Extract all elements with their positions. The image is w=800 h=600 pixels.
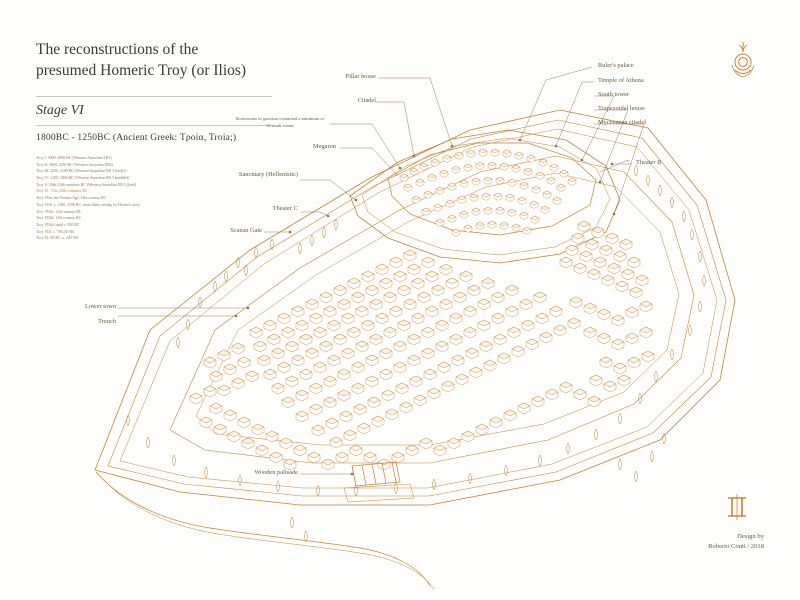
chronology-item: Troy VIIa: late Bronze Age, 14th century BC xyxy=(36,196,107,201)
callout-citadel: Citadel xyxy=(357,97,376,104)
callout-scaean-gate: Scaean Gate xyxy=(230,227,262,234)
chronology-item: Troy VIII: c. 700–85 BC xyxy=(36,229,75,234)
chronology-item: Troy IX: 85 BC–c. AD 500 xyxy=(36,236,79,241)
callout-megaron: Megaron xyxy=(312,143,336,150)
callout-sanctuary: Sanctuary (Hellenistic) xyxy=(238,171,298,178)
callout-storerooms: Storerooms or garrison contained a minimum or 12 small rooms xyxy=(235,116,325,128)
callout-trapezoidal-house: Trapezoidal house xyxy=(598,105,645,112)
callout-pillar-house: Pillar house xyxy=(345,73,376,80)
callout-temple-of-athena: Temple of Athena xyxy=(598,77,644,84)
credits-line2: Roberto Conti / 2018 xyxy=(708,543,764,551)
callout-south-tower: South tower xyxy=(598,91,630,98)
stage-label: Stage VI xyxy=(36,102,84,118)
divider-above-stage xyxy=(36,96,272,97)
monogram-icon xyxy=(722,492,752,522)
page-title xyxy=(36,40,296,82)
chronology-item: Troy VIIb2: 11th century BC xyxy=(36,216,82,221)
callout-trench: Trench xyxy=(98,318,116,325)
callout-theater-c: Theater C xyxy=(272,205,298,212)
laurel-emblem-icon xyxy=(726,40,760,80)
credits-block xyxy=(708,532,764,552)
chronology-item: Troy VIIb1: 12th century BC xyxy=(36,209,82,214)
chronology-item: Troy I: 3000–2600 BC (Western Anatolian EB1) xyxy=(36,155,112,160)
callout-lower-town: Lower town xyxy=(84,303,116,310)
callout-wooden-palisade: Wooden palisade xyxy=(254,469,298,476)
chronology-item: Troy VIIb3: until c. 950 BC xyxy=(36,223,80,228)
date-range: 1800BC - 1250BC (Ancient Greek: Τροία, Troia;) xyxy=(36,132,237,143)
callout-rulers-palace: Ruler's palace xyxy=(598,62,634,69)
credits-line1: Design by xyxy=(737,533,764,541)
chronology-item: Troy VIIb: c. 1300–1190 BC, most likely setting for Homer's story xyxy=(36,202,140,207)
chronology-item: Troy IV: 2100–1950 BC (Western Anatolian EB 3 [middle]) xyxy=(36,176,130,180)
callout-theater-b: Theater B xyxy=(636,159,662,166)
chronology-item: Troy III: 2250–2100 BC (Western Anatolian EB 3 [early]) xyxy=(36,169,127,174)
page-title-line2: presumed Homeric Troy (or Ilios) xyxy=(36,61,247,79)
callout-mycenaean-citadel: Mycenaean citadel xyxy=(598,119,647,126)
chronology-item: Troy II: 2600–2250 BC (Western Anatolian EB2) xyxy=(36,162,113,167)
chronology-item-highlighted: Troy VI: 17th–15th centuries BC xyxy=(36,189,88,194)
page-title-line1: The reconstructions of the xyxy=(36,41,199,58)
chronology-item: Troy V: 20th–18th centuries BC (Western Anatolian EB 3 [late]) xyxy=(36,182,137,187)
